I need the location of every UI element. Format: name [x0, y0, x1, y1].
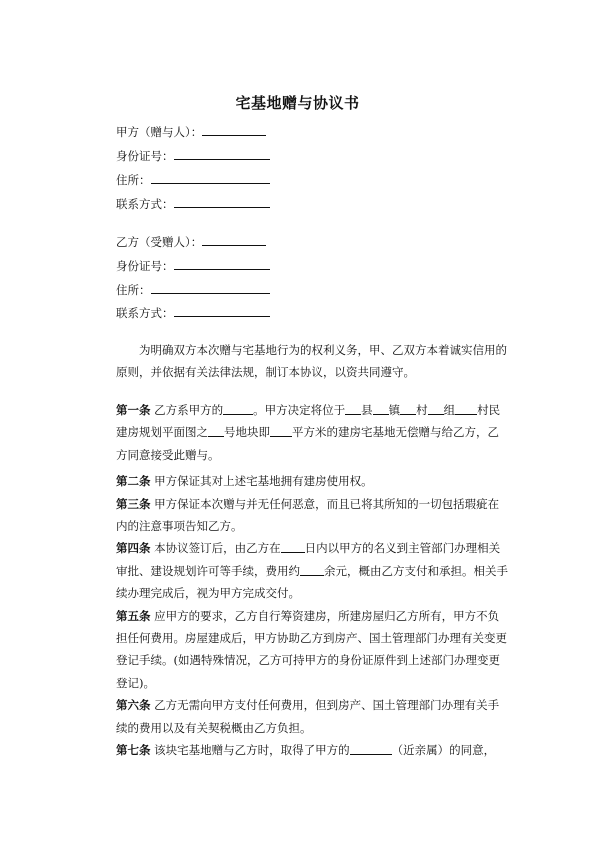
party-a-address-label: 住所：: [116, 173, 151, 187]
party-b-contact-label: 联系方式：: [116, 306, 174, 320]
party-b-name-blank: [202, 234, 266, 246]
article-1-blank-group-a: [428, 402, 444, 415]
article-4-text-a: 本协议签订后，由乙方在: [154, 541, 281, 556]
article-1-text-b: 。甲方决定将位于: [253, 403, 346, 417]
article-4-text-b: 日内以甲方的名义到主管部门办理相关审批、建设规划许可等手续，费用约: [116, 541, 501, 578]
article-7-blank-relative: [350, 742, 392, 755]
article-4: [116, 537, 508, 604]
article-7-text-b: （近亲属）的同意，: [391, 743, 496, 758]
article-6: [116, 694, 508, 739]
party-a-address-field: [116, 172, 270, 187]
party-b-id-field: [116, 258, 270, 273]
party-a-contact-label: 联系方式：: [116, 197, 174, 211]
article-1-blank-area: [270, 424, 292, 437]
article-1-blank-relation: [223, 402, 253, 415]
document-title: 宅基地赠与协议书: [235, 94, 360, 112]
party-b-id-label: 身份证号：: [116, 259, 174, 273]
article-7-text-a: 该块宅基地赠与乙方时，取得了甲方的: [154, 743, 350, 758]
article-1-text-e: 村: [416, 403, 428, 417]
party-a-id-field: [116, 148, 270, 163]
party-b-name-field: [116, 234, 266, 249]
article-6-text: 乙方无需向甲方支付任何费用，但到房产、国土管理部门办理有关手续的费用以及有关契税概由乙方负担。: [116, 698, 500, 735]
party-a-id-label: 身份证号：: [116, 149, 174, 163]
article-5-number: 第五条: [116, 608, 151, 623]
party-b-id-blank: [174, 258, 270, 270]
article-2: [116, 470, 508, 492]
article-4-blank-days: [281, 540, 305, 553]
party-b-address-field: [116, 282, 270, 297]
party-b-label: 乙方（受赠人）：: [116, 235, 203, 249]
party-a-name-field: [116, 124, 266, 139]
article-1-blank-plot: [208, 424, 224, 437]
party-b-address-blank: [151, 282, 270, 294]
party-b-address-label: 住所：: [116, 283, 151, 297]
article-1-text-c: 县: [361, 403, 373, 417]
article-6-number: 第六条: [116, 698, 151, 713]
article-1: [116, 399, 508, 466]
party-a-label: 甲方（赠与人）：: [116, 125, 203, 139]
party-a-address-blank: [151, 172, 270, 184]
party-b-contact-field: [116, 305, 270, 320]
article-4-text-c: 余元，概由乙方支付和承担。相关手续办理完成后，视为甲方完成交付。: [116, 563, 508, 601]
article-3: [116, 493, 508, 538]
article-1-text-i: 平方米的建房宅基地无偿赠与给乙方，乙方同意接受此赠与。: [116, 425, 499, 462]
article-5: [116, 605, 508, 695]
article-2-number: 第二条: [116, 474, 151, 489]
article-3-text: 甲方保证本次赠与并无任何恶意，而且已将其所知的一切包括瑕疵在内的注意事项告知乙方。: [116, 496, 500, 534]
article-1-text-f: 组: [443, 403, 456, 417]
article-7-number: 第七条: [116, 743, 151, 758]
preamble-paragraph: [116, 339, 508, 384]
article-1-text-h: 号地块即: [224, 425, 270, 440]
article-7: [116, 739, 508, 761]
party-a-name-blank: [202, 124, 266, 136]
article-1-blank-village: [400, 402, 416, 415]
articles-section: [116, 399, 508, 762]
article-1-text-g: 村民建房规划平面图之: [116, 403, 501, 440]
article-4-blank-cost: [300, 563, 324, 576]
party-a-contact-blank: [174, 196, 270, 208]
article-1-text-d: 镇: [388, 403, 401, 417]
article-1-number: 第一条: [116, 403, 151, 417]
article-1-blank-town: [373, 402, 389, 415]
article-1-blank-group-b: [455, 402, 477, 415]
article-1-text-a: 乙方系甲方的: [154, 403, 224, 417]
article-5-text: 应甲方的要求，乙方自行筹资建房，所建房屋归乙方所有，甲方不负担任何费用。房屋建成后，甲方协助乙方到房产、国土管理部门办理有关变更登记手续。(如遇特殊情况，乙方可持甲方的身份证原件到上述部门办理变更登记)。: [116, 608, 507, 690]
party-a-id-blank: [174, 148, 270, 160]
article-2-text: 甲方保证其对上述宅基地拥有建房使用权。: [154, 474, 373, 489]
party-a-contact-field: [116, 196, 270, 211]
article-3-number: 第三条: [116, 496, 151, 511]
article-1-blank-county: [345, 402, 361, 415]
article-4-number: 第四条: [116, 541, 151, 556]
party-b-contact-blank: [174, 305, 270, 317]
preamble-text: 为明确双方本次赠与宅基地行为的权利义务，甲、乙双方本着诚实信用的原则，并依据有关法律法规，制订本协议，以资共同遵守。: [116, 343, 507, 380]
